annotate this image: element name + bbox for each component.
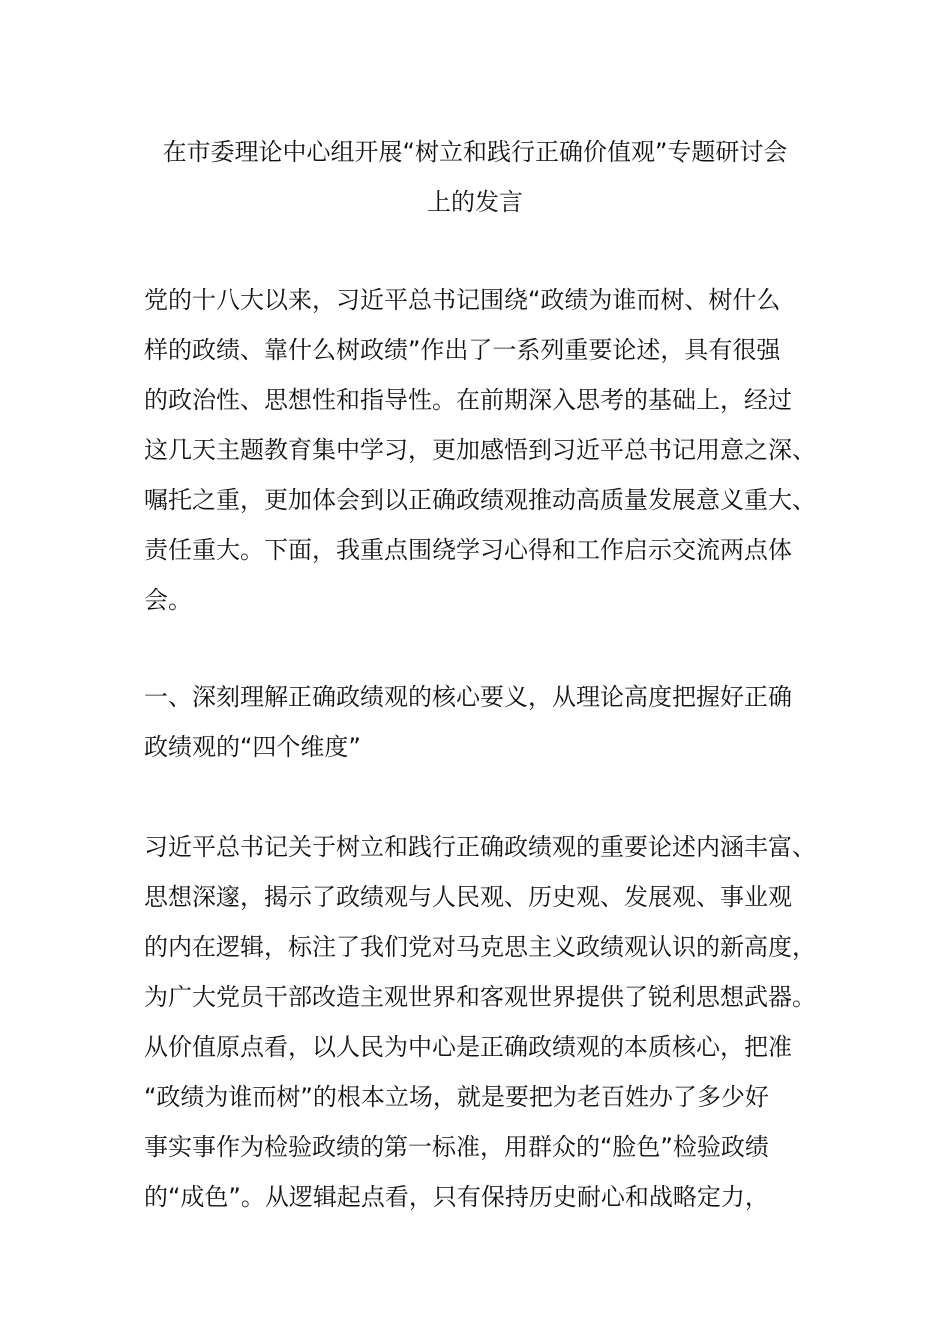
intro-line: 样的政绩、靠什么树政绩”作出了一系列重要论述，具有很强 [144,336,781,364]
section1-heading-line: 政绩观的“四个维度” [144,733,361,761]
section1-paragraph [144,822,844,1222]
section1-line: 思想深邃，揭示了政绩观与人民观、历史观、发展观、事业观 [144,883,792,911]
section1-line: 习近平总书记关于树立和践行正确政绩观的重要论述内涵丰富、 [144,833,816,861]
section1-line: 为广大党员干部改造主观世界和客观世界提供了锐利思想武器。 [144,983,816,1011]
intro-line: 嘱托之重，更加体会到以正确政绩观推动高质量发展意义重大、 [144,486,816,514]
section1-line: 事实事作为检验政绩的第一标准，用群众的“脸色”检验政绩 [144,1133,769,1161]
intro-line: 责任重大。下面，我重点围绕学习心得和工作启示交流两点体 [144,536,792,564]
intro-line: 党的十八大以来，习近平总书记围绕“政绩为谁而树、树什么 [144,286,781,314]
section1-line: 的“成色”。从逻辑起点看，只有保持历史耐心和战略定力， [144,1183,769,1211]
section1-line: 的内在逻辑，标注了我们党对马克思主义政绩观认识的新高度， [144,933,816,961]
document-title-line-1: 在市委理论中心组开展“树立和践行正确价值观”专题研讨会 [162,138,788,166]
intro-line: 这几天主题教育集中学习，更加感悟到习近平总书记用意之深、 [144,436,816,464]
document-title-line-2: 上的发言 [427,188,523,216]
section1-heading-line: 一、深刻理解正确政绩观的核心要义，从理论高度把握好正确 [144,683,792,711]
section1-line: 从价值原点看，以人民为中心是正确政绩观的本质核心，把准 [144,1033,792,1061]
intro-paragraph [144,275,844,625]
intro-line: 会。 [144,586,192,614]
intro-line: 的政治性、思想性和指导性。在前期深入思考的基础上，经过 [144,386,792,414]
section1-heading [144,672,844,772]
section1-line: “政绩为谁而树”的根本立场，就是要把为老百姓办了多少好 [144,1083,769,1111]
